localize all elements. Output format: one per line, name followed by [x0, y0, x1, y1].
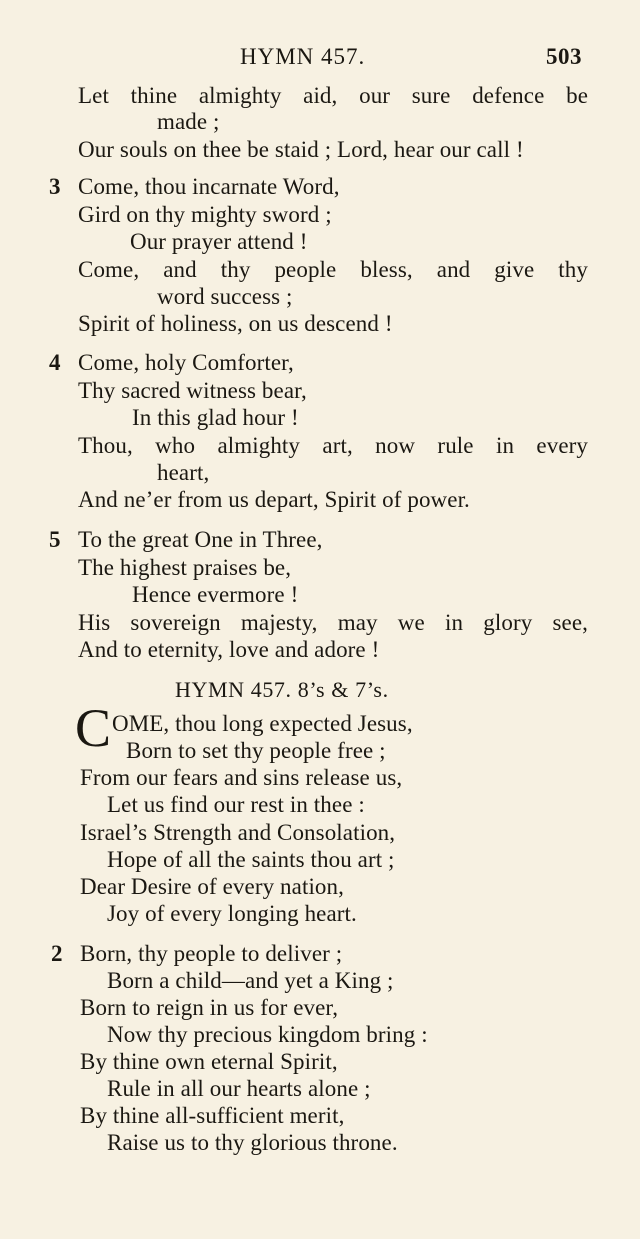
- verse-line: Raise us to thy glorious throne.: [107, 1130, 398, 1155]
- verse-number: 3: [49, 174, 61, 199]
- verse-line: heart,: [157, 460, 210, 485]
- verse-line: Israel’s Strength and Consolation,: [80, 820, 396, 845]
- verse-line: Joy of every longing heart.: [107, 901, 357, 926]
- verse-line: Let thine almighty aid, our sure defence be: [78, 83, 588, 108]
- verse-line: Rule in all our hearts alone ;: [107, 1076, 371, 1101]
- verse-line: By thine own eternal Spirit,: [80, 1049, 338, 1074]
- verse-line: Spirit of holiness, on us descend !: [78, 311, 393, 336]
- verse-line: And ne’er from us depart, Spirit of power.: [78, 487, 470, 512]
- verse-line: Come, thou incarnate Word,: [78, 174, 340, 199]
- verse-line: Come, holy Comforter,: [78, 350, 294, 375]
- verse-line: Now thy precious kingdom bring :: [107, 1022, 428, 1047]
- verse-line: made ;: [157, 109, 220, 134]
- verse-line: Born to set thy people free ;: [126, 738, 386, 763]
- verse-line: Born a child—and yet a King ;: [107, 968, 394, 993]
- verse-number: 2: [51, 941, 63, 966]
- page-number: 503: [546, 44, 582, 69]
- verse-line: The highest praises be,: [78, 555, 292, 580]
- verse-line: Born, thy people to deliver ;: [80, 941, 343, 966]
- verse-line: Our souls on thee be staid ; Lord, hear our call !: [78, 137, 524, 162]
- verse-line: OME, thou long expected Jesus,: [112, 711, 413, 736]
- verse-number: 5: [49, 527, 61, 552]
- verse-line: Hope of all the saints thou art ;: [107, 847, 395, 872]
- verse-number: 4: [49, 350, 61, 375]
- verse-line: From our fears and sins release us,: [80, 765, 403, 790]
- verse-line: Hence evermore !: [132, 582, 299, 607]
- verse-line: Born to reign in us for ever,: [80, 995, 339, 1020]
- verse-line: Come, and thy people bless, and give thy: [78, 257, 588, 282]
- verse-line: Our prayer attend !: [130, 229, 308, 254]
- verse-line: And to eternity, love and adore !: [78, 637, 380, 662]
- verse-line: In this glad hour !: [132, 405, 299, 430]
- drop-cap: C: [75, 698, 112, 758]
- verse-line: Dear Desire of every nation,: [80, 874, 344, 899]
- hymn-heading: HYMN 457. 8’s & 7’s.: [175, 677, 389, 702]
- verse-line: word success ;: [157, 284, 293, 309]
- verse-line: Gird on thy mighty sword ;: [78, 202, 332, 227]
- verse-line: His sovereign majesty, may we in glory see,: [78, 610, 588, 635]
- verse-line: Thou, who almighty art, now rule in every: [78, 433, 588, 458]
- verse-line: Let us find our rest in thee :: [107, 792, 365, 817]
- verse-line: To the great One in Three,: [78, 527, 323, 552]
- verse-line: By thine all-sufficient merit,: [80, 1103, 345, 1128]
- running-header-title: HYMN 457.: [240, 44, 366, 69]
- verse-line: Thy sacred witness bear,: [78, 378, 307, 403]
